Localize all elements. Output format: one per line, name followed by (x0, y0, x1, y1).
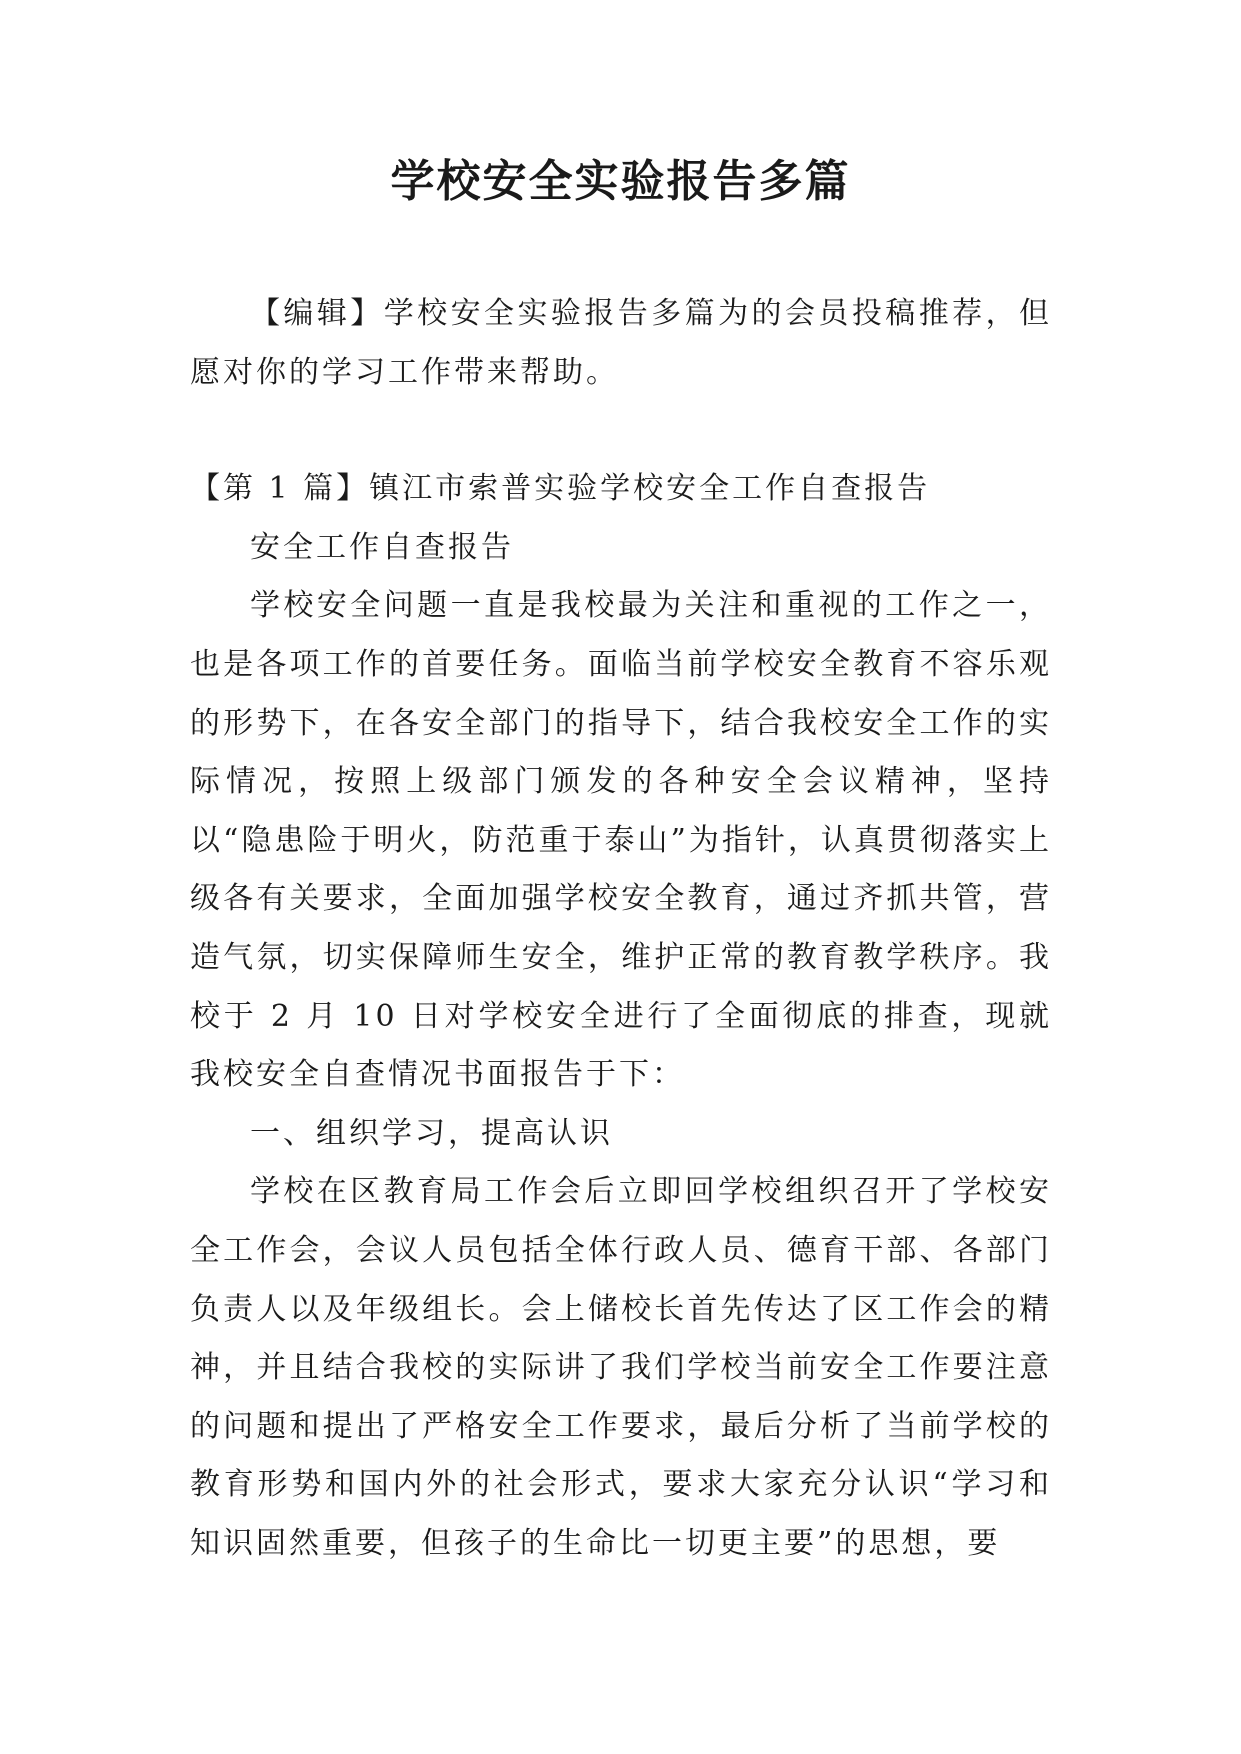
editor-note-paragraph: 【编辑】学校安全实验报告多篇为的会员投稿推荐，但愿对你的学习工作带来帮助。 (190, 296, 1052, 390)
subsection-heading: 一、组织学习，提高认识 (250, 1115, 613, 1151)
document-title: 学校安全实验报告多篇 (390, 156, 851, 207)
report-subtitle: 安全工作自查报告 (250, 529, 514, 565)
document-body (190, 285, 1052, 1573)
paragraph-spacer (190, 402, 1052, 460)
body-paragraph-intro: 学校安全问题一直是我校最为关注和重视的工作之一，也是各项工作的首要任务。面临当前学校安全教育不容乐观的形势下，在各安全部门的指导下，结合我校安全工作的实际情况，按照上级部门颁发的各种安全会议精神，坚持以“隐患险于明火，防范重于泰山”为指针，认真贯彻落实上级各有关要求，全面加强学校安全教育，通过齐抓共管，营造气氛，切实保障师生安全，维护正常的教育教学秩序。我校于 2 月 10 日对学校安全进行了全面彻底的排查，现就我校安全自查情况书面报告于下： (190, 588, 1052, 1093)
body-paragraph-meeting: 学校在区教育局工作会后立即回学校组织召开了学校安全工作会，会议人员包括全体行政人员、德育干部、各部门负责人以及年级组长。会上储校长首先传达了区工作会的精神，并且结合我校的实际讲了我们学校当前安全工作要注意的问题和提出了严格安全工作要求，最后分析了当前学校的教育形势和国内外的社会形式，要求大家充分认识“学习和知识固然重要，但孩子的生命比一切更主要”的思想，要 (190, 1174, 1052, 1561)
section-heading: 【第 1 篇】镇江市索普实验学校安全工作自查报告 (190, 471, 931, 507)
